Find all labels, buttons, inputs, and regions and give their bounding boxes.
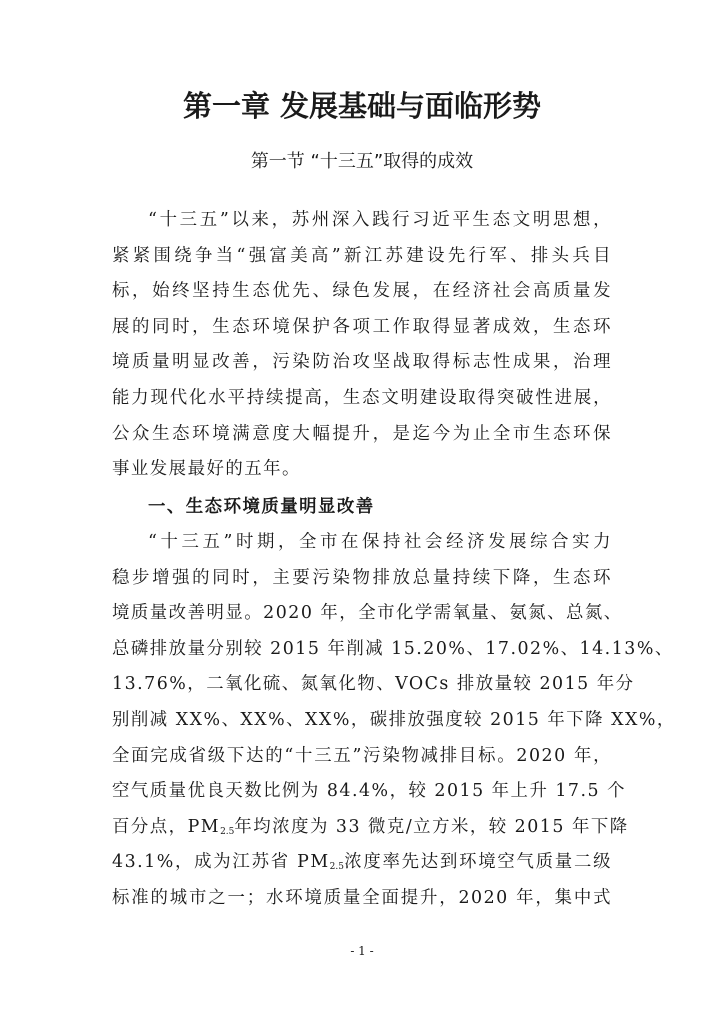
paragraph-line: 标，始终坚持生态优先、绿色发展，在经济社会高质量发 (112, 281, 612, 302)
subheading-environment-quality: 一、生态环境质量明显改善 (148, 497, 375, 517)
paragraph-line: 总磷排放量分别较 2015 年削减 15.20%、17.02%、14.13%、 (112, 638, 674, 659)
paragraph-line: 境质量明显改善，污染防治攻坚战取得标志性成果，治理 (112, 352, 612, 373)
paragraph-line: 公众生态环境满意度大幅提升，是迄今为止全市生态环保 (112, 423, 612, 444)
paragraph-line: 事业发展最好的五年。 (112, 459, 301, 480)
paragraph-line: “十三五”时期，全市在保持社会经济发展综合实力 (148, 532, 612, 552)
paragraph-environment-quality (112, 525, 676, 917)
paragraph-line: 13.76%，二氧化硫、氮氧化物、VOCs 排放量较 2015 年分 (112, 674, 635, 695)
paragraph-line: 境质量改善明显。2020 年，全市化学需氧量、氨氮、总氮、 (112, 603, 623, 624)
paragraph-line: 别削减 XX%、XX%、XX%，碳排放强度较 2015 年下降 XX%， (112, 709, 676, 730)
paragraph-line: 全面完成省级下达的“十三五”污染物减排目标。2020 年， (112, 745, 612, 766)
page-number: - 1 - (350, 944, 374, 958)
chapter-title: 第一章 发展基础与面临形势 (182, 89, 542, 123)
paragraph-line: 稳步增强的同时，主要污染物排放总量持续下降，生态环 (112, 567, 612, 588)
paragraph-line: 紧紧围绕争当“强富美高”新江苏建设先行军、排头兵目 (112, 245, 612, 266)
subscript: 2.5 (220, 826, 235, 837)
paragraph-line: 43.1%，成为江苏省 $PM_{2.5}$浓度率先达到环境空气质量二级 (112, 852, 612, 873)
paragraph-line: 展的同时，生态环境保护各项工作取得显著成效，生态环 (112, 316, 612, 337)
paragraph-line: 百分点，$PM_{2.5}$年均浓度为 33 微克/立方米，较 2015 年下降 (112, 816, 629, 837)
paragraph-achievements (112, 203, 612, 488)
paragraph-line: 标准的城市之一；水环境质量全面提升，2020 年，集中式 (112, 887, 612, 908)
paragraph-line: 空气质量优良天数比例为 84.4%，较 2015 年上升 17.5 个 (112, 781, 627, 802)
paragraph-line: “十三五”以来，苏州深入践行习近平生态文明思想， (148, 210, 612, 230)
subscript: 2.5 (329, 862, 344, 873)
section-title: 第一节 “十三五”取得的成效 (250, 151, 474, 172)
paragraph-line: 能力现代化水平持续提高，生态文明建设取得突破性进展， (112, 387, 612, 408)
